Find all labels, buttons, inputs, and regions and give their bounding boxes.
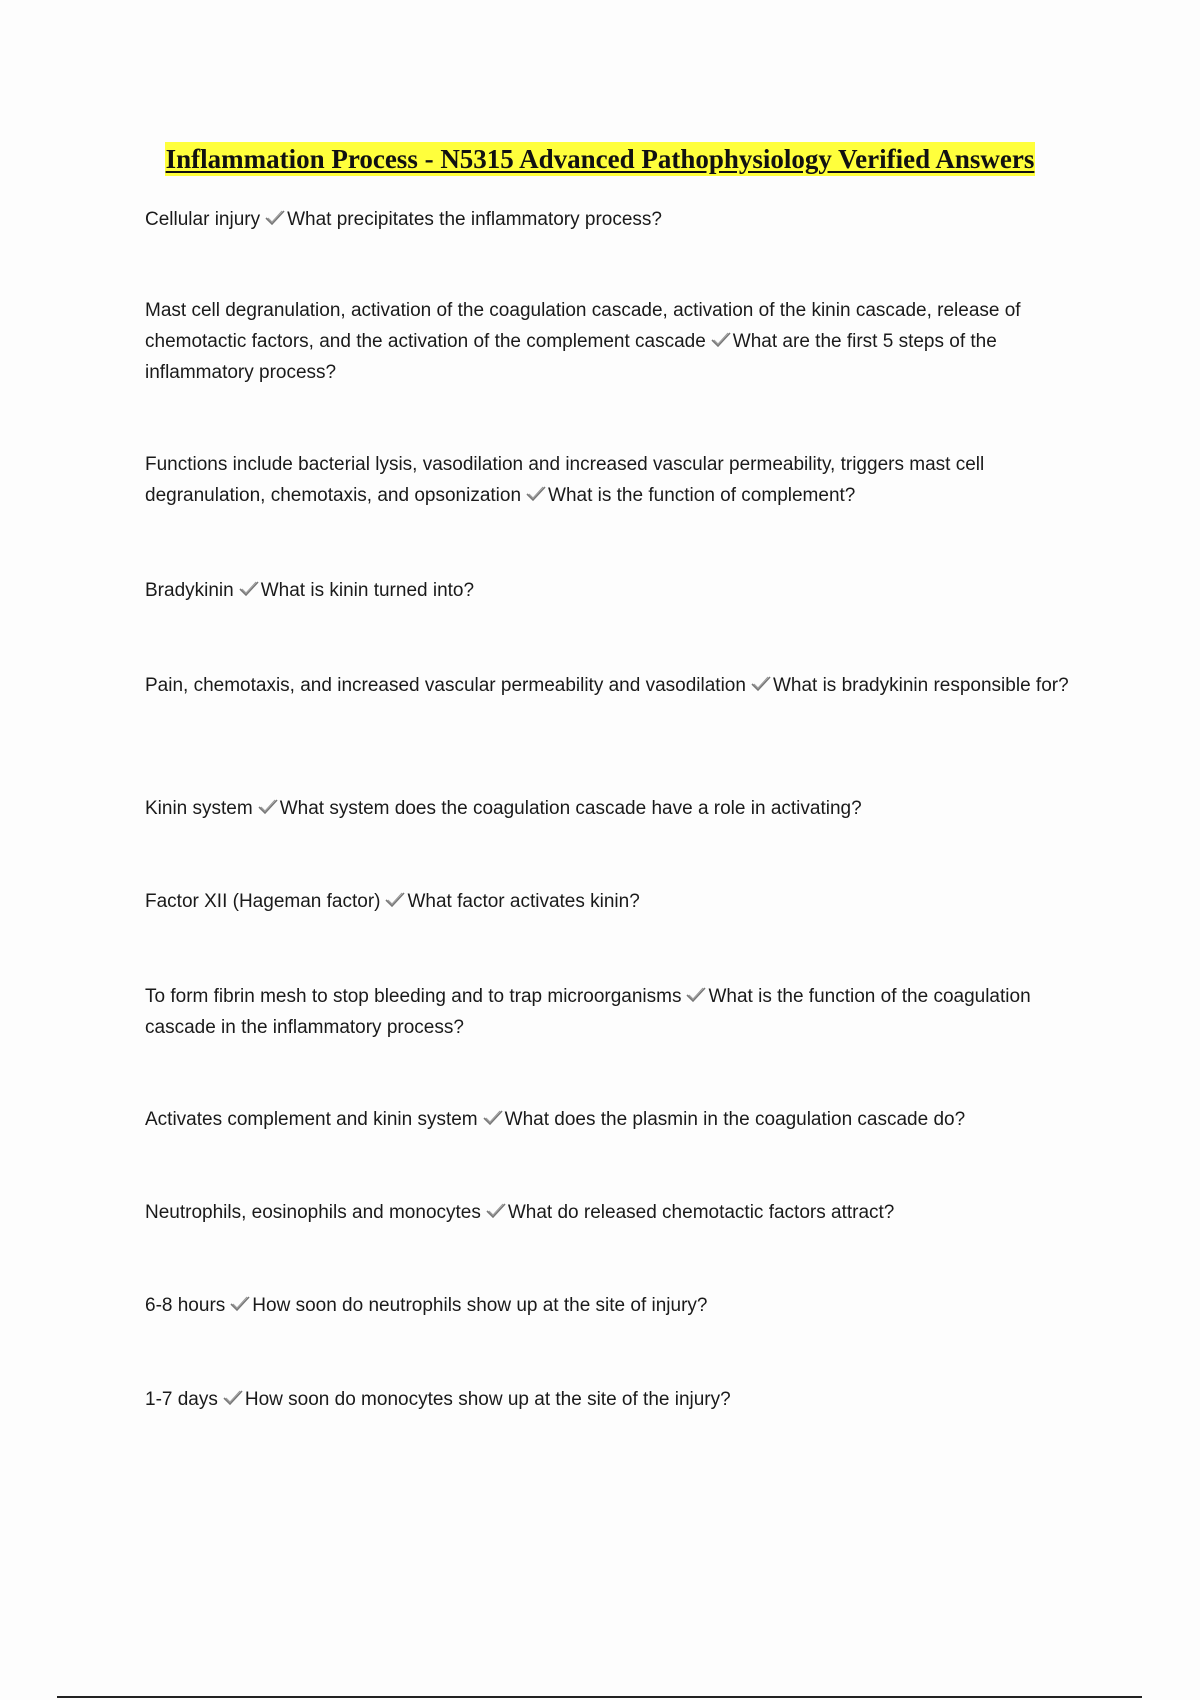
check-mark-icon [750,675,772,693]
check-mark-icon [685,986,707,1004]
question-text: What is the function of the coagulation cascade in the inflammatory process? [145,986,1031,1038]
qa-item-8 [145,981,1095,1043]
check-mark-icon [264,209,286,227]
qa-item-2 [145,295,1095,388]
qa-item-1 [145,204,1095,235]
answer-text: Kinin system [145,798,253,819]
answer-text: Factor XII (Hageman factor) [145,891,381,912]
qa-item-11 [145,1290,1095,1321]
answer-text: Functions include bacterial lysis, vasodilation and increased vascular permeability, triggers mast cell degranulation, chemotaxis, and opsonization [145,454,985,506]
document-title: Inflammation Process - N5315 Advanced Pathophysiology Verified Answers [165,144,1035,174]
answer-text: 6-8 hours [145,1295,226,1316]
question-text: What precipitates the inflammatory process? [287,209,662,230]
question-text: What is bradykinin responsible for? [772,675,1069,696]
answer-text: Activates complement and kinin system [145,1109,478,1130]
question-text: What do released chemotactic factors attract? [507,1202,895,1223]
check-mark-icon [222,1389,244,1407]
qa-item-12 [145,1384,1095,1415]
qa-item-10 [145,1197,1095,1228]
check-mark-icon [525,485,547,503]
qa-item-7 [145,886,1095,917]
question-text: What are the first 5 steps of the inflammatory process? [145,331,997,383]
check-mark-icon [257,798,279,816]
answer-text: To form fibrin mesh to stop bleeding and to trap microorganisms [145,986,682,1007]
answer-text: Cellular injury [145,209,261,230]
page-bottom-rule [57,1696,1142,1698]
check-mark-icon [482,1109,504,1127]
check-mark-icon [229,1295,251,1313]
qa-item-6 [145,793,1095,824]
answer-text: Pain, chemotaxis, and increased vascular permeability and vasodilation [145,675,746,696]
question-text: What factor activates kinin? [407,891,640,912]
qa-item-3 [145,449,1095,511]
question-text: What is kinin turned into? [260,580,475,601]
check-mark-icon [384,891,406,909]
qa-item-9 [145,1104,1095,1135]
question-text: What does the plasmin in the coagulation cascade do? [504,1109,966,1130]
question-text: How soon do monocytes show up at the site of the injury? [244,1389,731,1410]
answer-text: Mast cell degranulation, activation of the coagulation cascade, activation of the kinin cascade, release of chemotactic factors, and the activation of the complement cascade [145,300,1021,352]
answer-text: Bradykinin [145,580,234,601]
qa-item-5 [145,670,1095,701]
answer-text: 1-7 days [145,1389,218,1410]
question-text: How soon do neutrophils show up at the site of injury? [252,1295,708,1316]
answer-text: Neutrophils, eosinophils and monocytes [145,1202,481,1223]
check-mark-icon [710,331,732,349]
qa-item-4 [145,575,1095,606]
question-text: What is the function of complement? [548,485,856,506]
title-container [0,142,1200,176]
check-mark-icon [238,580,260,598]
check-mark-icon [485,1202,507,1220]
question-text: What system does the coagulation cascade have a role in activating? [279,798,862,819]
